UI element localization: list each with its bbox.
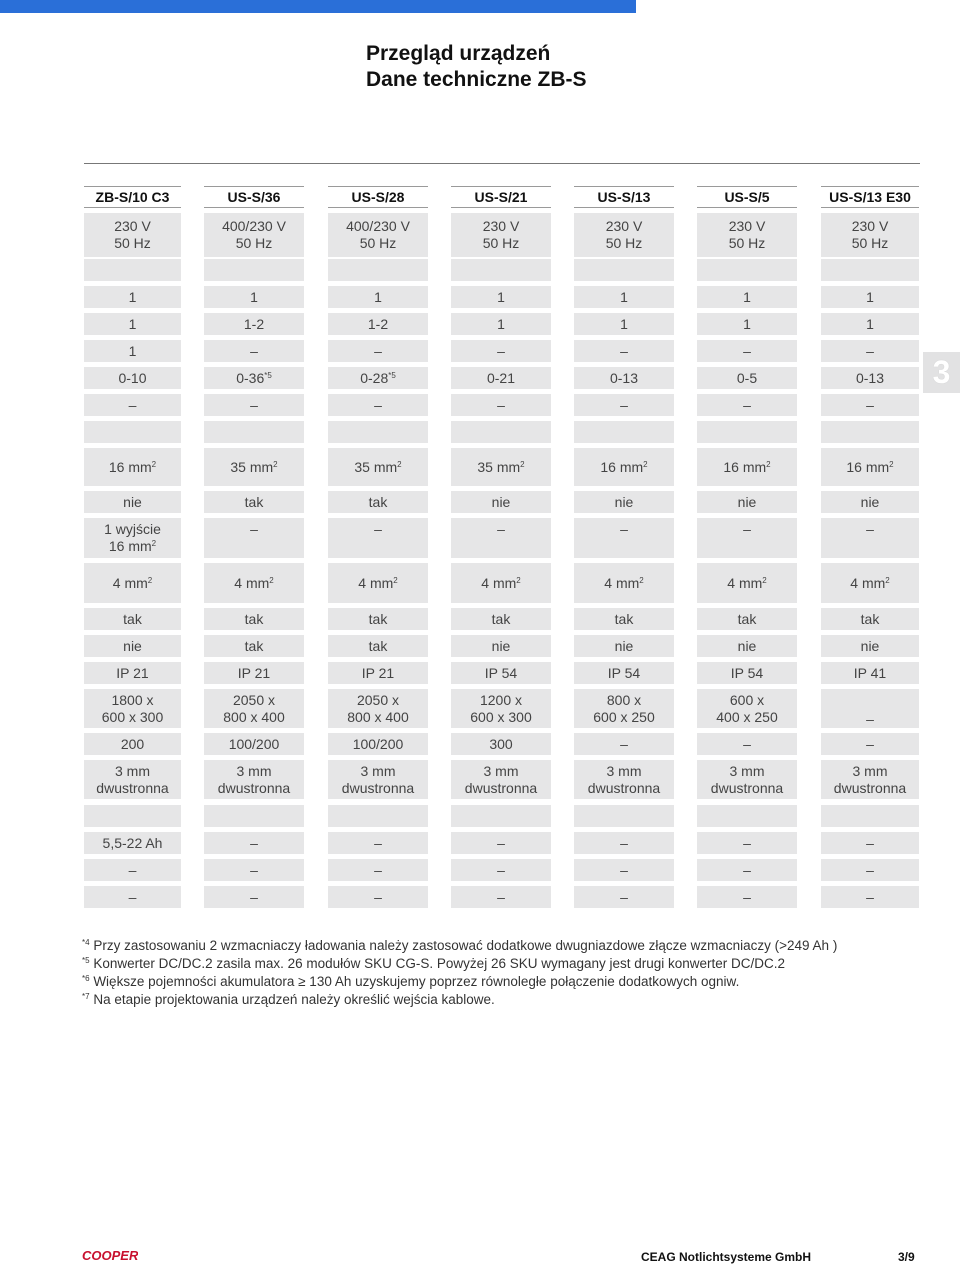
table-cell [84, 259, 181, 281]
table-cell: 4 $mm^2$ [84, 563, 181, 603]
table-cell [821, 805, 919, 827]
footnote: $^{*4}$ Przy zastosowaniu 2 wzmacniaczy ładowania należy zastosować dodatkowe dwugniazdowe złącze wzmacniaczy (>249 Ah ) [82, 938, 838, 953]
table-cell: 3 mm dwustronna [84, 760, 181, 799]
table-cell: 100/200 [204, 733, 304, 755]
table-cell: nie [574, 491, 674, 513]
table-cell: 4 $mm^2$ [821, 563, 919, 603]
table-cell: 1 [697, 313, 797, 335]
table-cell: tak [328, 635, 428, 657]
table-cell [451, 805, 551, 827]
table-cell: – [451, 394, 551, 416]
table-cell: tak [204, 635, 304, 657]
table-cell: 2050 x 800 x 400 [328, 689, 428, 728]
company-name: CEAG Notlichtsysteme GmbH [641, 1250, 812, 1264]
table-cell: 1-2 [328, 313, 428, 335]
table-cell: nie [574, 635, 674, 657]
table-cell: – [574, 394, 674, 416]
table-cell [328, 421, 428, 443]
title-line-2: Dane techniczne ZB-S [366, 68, 587, 91]
table-cell: 4 $mm^2$ [204, 563, 304, 603]
table-cell: 1 [204, 286, 304, 308]
table-cell: IP 41 [821, 662, 919, 684]
column-header: US-S/21 [451, 186, 551, 208]
table-cell: tak [328, 491, 428, 513]
table-cell: 4 $mm^2$ [697, 563, 797, 603]
title-line-1: Przegląd urządzeń [366, 42, 551, 65]
table-cell: 3 mm dwustronna [821, 760, 919, 799]
table-cell: tak [697, 608, 797, 630]
table-cell: 1 [821, 313, 919, 335]
table-cell [821, 259, 919, 281]
table-cell [697, 259, 797, 281]
footnote: $^{*6}$ Większe pojemności akumulatora ≥ 130 Ah uzyskujemy poprzez równoległe połączenie dodatkowych ogniw. [82, 974, 740, 989]
table-cell: – [328, 340, 428, 362]
table-cell: 1800 x 600 x 300 [84, 689, 181, 728]
table-cell: 230 V 50 Hz [821, 213, 919, 257]
table-cell: 16 $mm^2$ [84, 448, 181, 486]
table-cell: IP 21 [84, 662, 181, 684]
table-cell: 1 [84, 313, 181, 335]
table-cell: 16 $mm^2$ [574, 448, 674, 486]
table-cell [328, 805, 428, 827]
column-header: US-S/5 [697, 186, 797, 208]
table-cell: nie [821, 635, 919, 657]
table-cell: 0-10 [84, 367, 181, 389]
table-cell: 1 [84, 340, 181, 362]
column-header: US-S/13 E30 [821, 186, 919, 208]
table-cell: tak [328, 608, 428, 630]
table-cell: – [84, 886, 181, 908]
table-cell: 3 mm dwustronna [697, 760, 797, 799]
table-cell: – [574, 518, 674, 558]
table-cell: – [451, 340, 551, 362]
page-number: 3/9 [898, 1250, 915, 1264]
table-cell: – [821, 733, 919, 755]
table-cell: 4 $mm^2$ [451, 563, 551, 603]
logo-text: COOPER [82, 1248, 138, 1263]
table-cell: 3 mm dwustronna [574, 760, 674, 799]
table-cell: tak [204, 608, 304, 630]
table-cell: – [451, 886, 551, 908]
table-cell: – [574, 733, 674, 755]
table-cell: tak [574, 608, 674, 630]
table-cell: 16 $mm^2$ [821, 448, 919, 486]
table-cell: – [821, 859, 919, 881]
table-cell: 100/200 [328, 733, 428, 755]
cooper-logo [82, 1247, 138, 1263]
table-cell: 1200 x 600 x 300 [451, 689, 551, 728]
table-cell: – [697, 886, 797, 908]
table-cell: 800 x 600 x 250 [574, 689, 674, 728]
table-cell: – [697, 518, 797, 558]
table-cell [204, 421, 304, 443]
table-cell [821, 421, 919, 443]
table-cell: tak [821, 608, 919, 630]
table-cell: nie [451, 491, 551, 513]
table-cell: nie [451, 635, 551, 657]
table-cell: – [204, 394, 304, 416]
table-cell: tak [204, 491, 304, 513]
table-cell [574, 421, 674, 443]
table-cell: 0-28$^{*5}$ [328, 367, 428, 389]
chapter-tab [923, 352, 960, 393]
table-cell [204, 259, 304, 281]
table-cell: 35 $mm^2$ [451, 448, 551, 486]
table-cell: 600 x 400 x 250 [697, 689, 797, 728]
table-cell: 1 [328, 286, 428, 308]
table-cell: 1 [574, 313, 674, 335]
table-cell: IP 54 [574, 662, 674, 684]
table-cell: 3 mm dwustronna [204, 760, 304, 799]
table-cell: IP 54 [451, 662, 551, 684]
table-cell: 4 $mm^2$ [574, 563, 674, 603]
table-cell: – [697, 859, 797, 881]
table-cell: IP 54 [697, 662, 797, 684]
column-header: US-S/13 [574, 186, 674, 208]
table-cell [204, 805, 304, 827]
table-cell: – [328, 394, 428, 416]
table-cell: – [328, 886, 428, 908]
column-header: US-S/36 [204, 186, 304, 208]
table-cell: – [697, 832, 797, 854]
table-cell: 1-2 [204, 313, 304, 335]
table-cell: 4 $mm^2$ [328, 563, 428, 603]
table-cell: – [204, 886, 304, 908]
table-cell: – [821, 394, 919, 416]
table-cell: – [451, 859, 551, 881]
table-cell: – [821, 689, 919, 728]
table-cell: 1 [84, 286, 181, 308]
table-cell: nie [84, 635, 181, 657]
table-cell: 0-36$^{*5}$ [204, 367, 304, 389]
table-cell: 0-5 [697, 367, 797, 389]
table-cell: – [697, 733, 797, 755]
footnotes [82, 937, 837, 1009]
table-cell: – [821, 886, 919, 908]
table-cell: – [204, 859, 304, 881]
table-cell: 1 [574, 286, 674, 308]
table-cell: – [574, 859, 674, 881]
table-cell [451, 421, 551, 443]
table-cell: 230 V 50 Hz [451, 213, 551, 257]
table-cell: IP 21 [328, 662, 428, 684]
table-cell: 0-13 [821, 367, 919, 389]
table-cell: nie [697, 635, 797, 657]
table-cell: 1 [821, 286, 919, 308]
table-cell: – [328, 859, 428, 881]
table-cell [84, 805, 181, 827]
table-cell: – [574, 340, 674, 362]
table-cell: 1 [451, 313, 551, 335]
table-cell: 3 mm dwustronna [451, 760, 551, 799]
table-cell: – [821, 340, 919, 362]
table-cell: 2050 x 800 x 400 [204, 689, 304, 728]
table-cell: – [697, 394, 797, 416]
column-header: US-S/28 [328, 186, 428, 208]
title-divider [84, 163, 920, 164]
table-cell: 0-13 [574, 367, 674, 389]
table-cell: – [574, 832, 674, 854]
table-cell: nie [697, 491, 797, 513]
table-cell: – [821, 518, 919, 558]
table-cell: – [328, 832, 428, 854]
table-cell: 35 $mm^2$ [204, 448, 304, 486]
table-cell: – [204, 832, 304, 854]
table-cell: 1 [451, 286, 551, 308]
table-cell: 3 mm dwustronna [328, 760, 428, 799]
table-cell: – [204, 340, 304, 362]
table-cell [574, 259, 674, 281]
chapter-number: 3 [932, 354, 951, 390]
footnote: $^{*5}$ Konwerter DC/DC.2 zasila max. 26 modułów SKU CG-S. Powyżej 26 SKU wymagany jest drugi konwerter DC/DC.2 [82, 956, 786, 971]
table-cell: nie [84, 491, 181, 513]
table-cell: – [84, 394, 181, 416]
table-cell: 230 V 50 Hz [697, 213, 797, 257]
table-cell [697, 805, 797, 827]
table-cell: 1 wyjście 16 $mm^2$ [84, 518, 181, 558]
table-cell: – [328, 518, 428, 558]
table-cell [451, 259, 551, 281]
table-cell: nie [821, 491, 919, 513]
table-cell: 16 $mm^2$ [697, 448, 797, 486]
table-cell: – [574, 886, 674, 908]
page-title [366, 41, 587, 93]
table-cell: – [697, 340, 797, 362]
table-cell: 300 [451, 733, 551, 755]
table-cell: tak [84, 608, 181, 630]
table-cell: 230 V 50 Hz [84, 213, 181, 257]
table-cell: – [204, 518, 304, 558]
table-cell [328, 259, 428, 281]
table-cell: 230 V 50 Hz [574, 213, 674, 257]
table-cell: tak [451, 608, 551, 630]
table-cell: 5,5-22 Ah [84, 832, 181, 854]
top-accent-bar [0, 0, 636, 13]
footnote: $^{*7}$ Na etapie projektowania urządzeń należy określić wejścia kablowe. [82, 992, 495, 1007]
table-cell: – [84, 859, 181, 881]
table-cell: – [821, 832, 919, 854]
table-cell: 1 [697, 286, 797, 308]
table-cell: – [451, 832, 551, 854]
table-cell [697, 421, 797, 443]
table-cell [574, 805, 674, 827]
table-cell: – [451, 518, 551, 558]
table-cell: 35 $mm^2$ [328, 448, 428, 486]
table-cell: 0-21 [451, 367, 551, 389]
table-cell: IP 21 [204, 662, 304, 684]
table-cell: 400/230 V 50 Hz [328, 213, 428, 257]
column-header: ZB-S/10 C3 [84, 186, 181, 208]
table-cell [84, 421, 181, 443]
table-cell: 400/230 V 50 Hz [204, 213, 304, 257]
table-cell: 200 [84, 733, 181, 755]
